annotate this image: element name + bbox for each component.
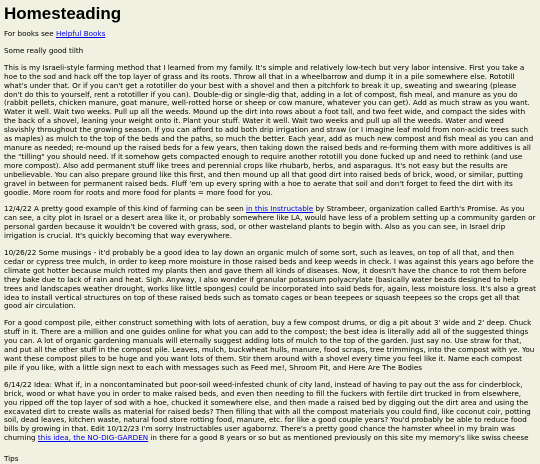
- musings-paragraph: 10/26/22 Some musings - it'd probably be a good idea to lay down an organic mulch of some sort, such as leaves, on top of all that, and then cedar or cypress tree mulch, in order to keep more moisture in those raised beds and keep weeds in check. I was against this years ago before the climate got hotter because mulch rotted my plants then and gave them all kinds of diseases. Now, it doesn't have the chance to rot them before they bake due to lack of rain and heat. Sigh. Anyway, I also wonder if granular potassium polyacrylate (basically water beads designed to help trees and landscapes weather drought, works like little sponges) could be incorporated into said beds for, again, less moisture loss. It's also a great idea to install vertical structures on top of these raised beds such as tomato cages or bean teepees or squash teepees so the crops get all that good air circulation.: [4, 248, 536, 311]
- compost-paragraph: For a good compost pile, either construct something with lots of aeration, buy a few compost drums, or dig a pit about 3' wide and 2' deep. Chuck stuff in it. There are a million and one guides online for what you can add to the compost; the best idea is literally add all of the suggested things you can. A lot of organic gardening manuals will eternally suggest adding lots of mulch to the top of the garden. Just say no. Use straw for that, and put all the other stuff in the compost pile. Leaves, mulch, buckwheat hulls, manure, food scraps, tree trimmings, into the compost with ye. You want these compost piles to be huge and you want lots of them. Stir them around with a shovel every time you feel like it. Name each compost pile if you like, with a little sign next to each with messages such as Feed me!, Shroom Pit, and Here Are The Bodies: [4, 318, 535, 372]
- instructable-paragraph: [4, 205, 536, 241]
- books-prefix: For books see: [4, 29, 56, 38]
- p2-text-before: 12/4/22 A pretty good example of this kind of farming can be seen: [4, 204, 247, 214]
- books-line: [4, 30, 536, 39]
- p5-text-before: 6/14/22 Idea: What if, in a noncontaminated but poor-soil weed-infested chunk of city land, instead of having to pay out the ass for cinderblock, brick, wood or what have you in order to make raised beds, and even then needing to fill the fuckers with fertile dirt trucked in from elsewhere, you ripped off the top layer of sod with a hoe, chucked it somewhere else, and then made a raised bed by digging out the dirt area and using the excavated dirt to create walls as material for raised beds? Then filling that with all the compost materials you could find, like coconut coir, potting soil, dead leaves, kitchen waste, natural food store rotting food, manure, etc. for like a good couple years? You'd probably be able to reduce food bills by growing in that. Edit 10/12/23 I'm sorry Instructables user agabornz. There's a pretty good chance the hamster wheel in my brain was churning: [4, 379, 531, 443]
- p5-text-after: in there for a good 8 years or so but as mentioned previously on this site my memory's like swiss cheese: [148, 433, 529, 443]
- page-title: Homesteading: [4, 4, 122, 23]
- no-dig-garden-link[interactable]: this idea, the NO-DIG-GARDEN: [37, 433, 149, 443]
- method-paragraph: This is my Israeli-style farming method that I learned from my family. It's simple and relatively low-tech but very labor intensive. First you take a hoe to the sod and hack off the top layer of grass and its roots. Throw all that in a wheelbarrow and dump it in a pile somewhere else. Rototill what's under that. Or if you can't get a rototiller do your best with a shovel and then a pitchfork to break it up, sweating and swearing (please don't do this to yourself, rent a rototiller if you can). Double-dig or single-dig that, adding in a lot of compost, fish meal, and manure as you do (rabbit pellets, chicken manure, goat manure, well-rotted horse or sheep or cow manure, whatever you can get). Add as much straw as you want. Water it well. Wait two weeks. Pull up all the weeds. Mound up the dirt into rows about a foot tall, and two feet wide, and compact the sides with the back of a shovel, leaning your weight onto it. Plant your stuff. Water it well. Wait two weeks and pull up all the weeds. Water and weed slavishly throughout the growing season. If you can afford to add both drip irrigation and straw (or I imagine leaf mold from non-acidic trees such as maples) as mulch to the top of the beds and the paths, so much the better. Each year, add as much new compost and fish meal as you can and manure as needed; re-mound up the raised beds for a few years, then taking down the raised beds and re-forming them with more additives is all the "tilling" you should need. If it somehow gets compacted enough to require another rototill you done fucked up and need to rethink (and use more compost). Also add permanent stuff like trees and perennial crops like rhubarb, herbs, and asparagus. It's not easy but the results are unbelievable. You can also prepare ground like this first, and then mound up all that good dirt into raised beds of brick, wood, or similar, putting gravel in between for permanent raised beds. Fluff 'em up every spring with a hoe to aerate that soil and don't forget to feed the dirt with its goodie. More room for roots and more food for plants = more food for you.: [4, 62, 534, 197]
- instructable-link[interactable]: in this Instructable: [246, 204, 314, 214]
- tagline: Some really good tilth: [4, 45, 84, 55]
- p2-text-after: by Strambeer, organization called Earth's Promise. As you can see, a city plot in Israel or a desert area like it, or probably somewhere like LA, would have less of a problem setting up a community garden or personal garden because it wouldn't be covered with grass, sod, or other wasteland plants to begin with. Also as you can see, in Israel drip irrigation is crucial. It's quickly becoming that way everywhere.: [4, 204, 536, 241]
- idea-paragraph: [4, 381, 536, 443]
- helpful-books-link[interactable]: Helpful Books: [55, 29, 106, 38]
- tips-heading: Tips: [4, 454, 19, 464]
